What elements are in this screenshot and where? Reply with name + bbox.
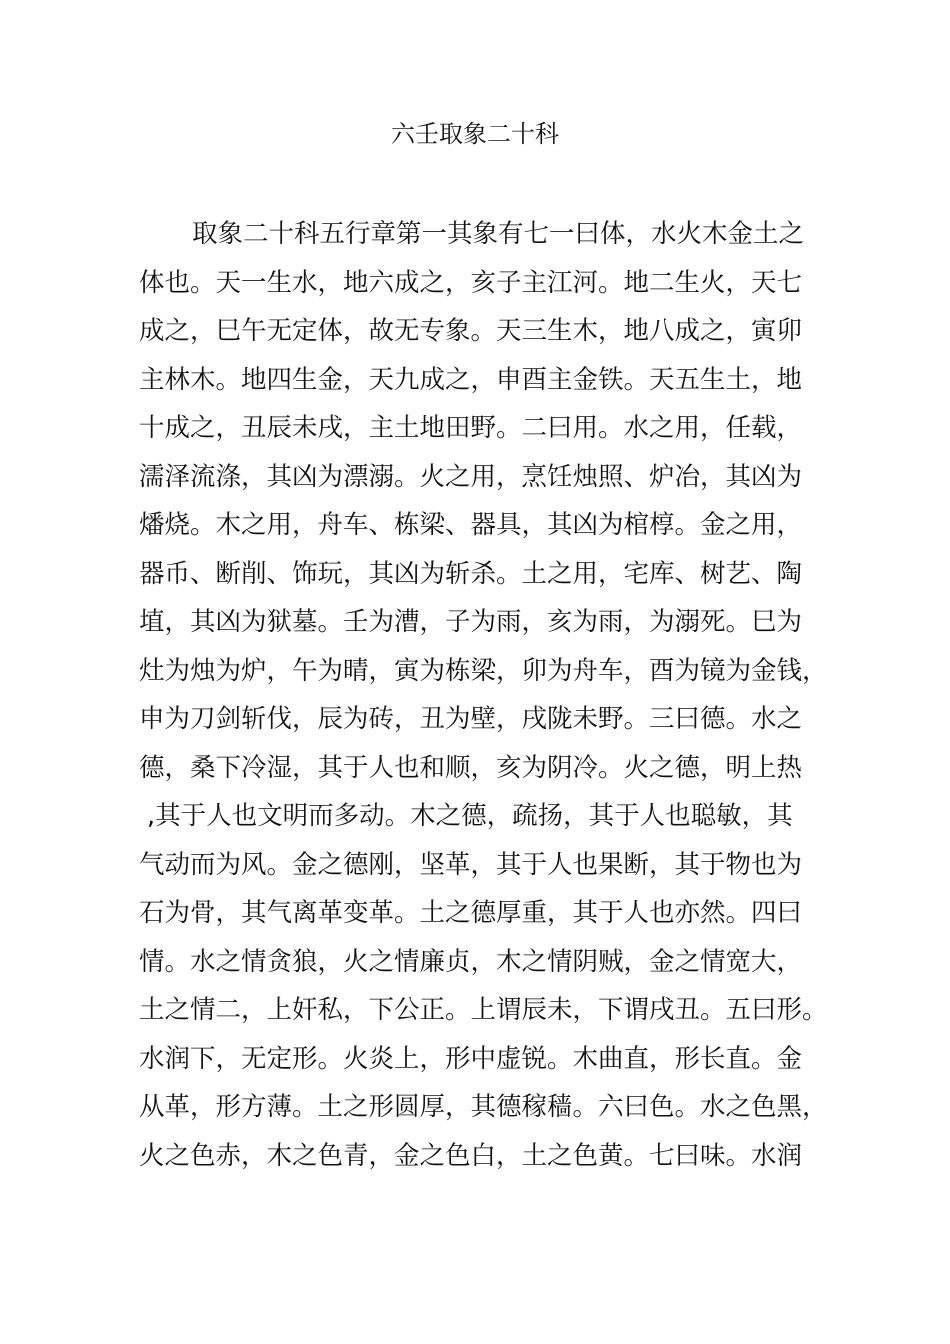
text-line: ,其于人也文明而多动。木之德，疏扬，其于人也聪敏，其 <box>147 801 793 831</box>
text-line: 从革，形方薄。土之形圆厚，其德稼穑。六曰色。水之色黑， <box>139 1092 828 1122</box>
text-line: 火之色赤，木之色青，金之色白，土之色黄。七曰味。水润 <box>139 1140 803 1171</box>
text-line: 取象二十科五行章第一其象有七一曰体，水火木金土之 <box>192 219 805 249</box>
text-line: 情。水之情贪狼，火之情廉贞，木之情阴贼，金之情宽大， <box>139 946 803 977</box>
text-line: 灶为烛为炉，午为晴，寅为栋梁，卯为舟车，酉为镜为金钱， <box>139 655 828 686</box>
text-line: 德，桑下冷湿，其于人也和顺，亥为阴冷。火之德，明上热 <box>139 752 803 783</box>
text-line: 濡泽流涤，其凶为漂溺。火之用，烹饪烛照、炉冶，其凶为 <box>139 461 803 492</box>
text-line: 燔烧。木之用，舟车、栋梁、器具，其凶为棺椁。金之用， <box>139 510 803 540</box>
text-line: 体也。天一生水，地六成之，亥子主江河。地二生火，天七 <box>139 267 803 298</box>
text-line: 埴，其凶为狱墓。壬为漕，子为雨，亥为雨，为溺死。巳为 <box>139 607 803 637</box>
body-paragraph <box>139 210 849 1180</box>
text-line: 成之，巳午无定体，故无专象。天三生木，地八成之，寅卯 <box>139 316 803 346</box>
text-line: 土之情二，上奸私，下公正。上谓辰未，下谓戌丑。五曰形。 <box>139 995 828 1025</box>
page-title: 六壬取象二十科 <box>391 120 559 148</box>
text-line: 器币、断削、饰玩，其凶为斩杀。土之用，宅库、树艺、陶 <box>139 558 803 589</box>
text-line: 气动而为风。金之德刚，坚革，其于人也果断，其于物也为 <box>139 849 803 880</box>
text-line: 石为骨，其气离革变革。土之德厚重，其于人也亦然。四曰 <box>139 898 803 928</box>
text-line: 十成之，丑辰未戌，主土地田野。二曰用。水之用，任载， <box>139 413 803 443</box>
text-line: 主林木。地四生金，天九成之，申酉主金铁。天五生土，地 <box>139 364 803 395</box>
text-line: 申为刀剑斩伐，辰为砖，丑为壁，戌陇未野。三曰德。水之 <box>139 704 803 734</box>
text-line: 水润下，无定形。火炎上，形中虚锐。木曲直，形长直。金 <box>139 1043 803 1074</box>
